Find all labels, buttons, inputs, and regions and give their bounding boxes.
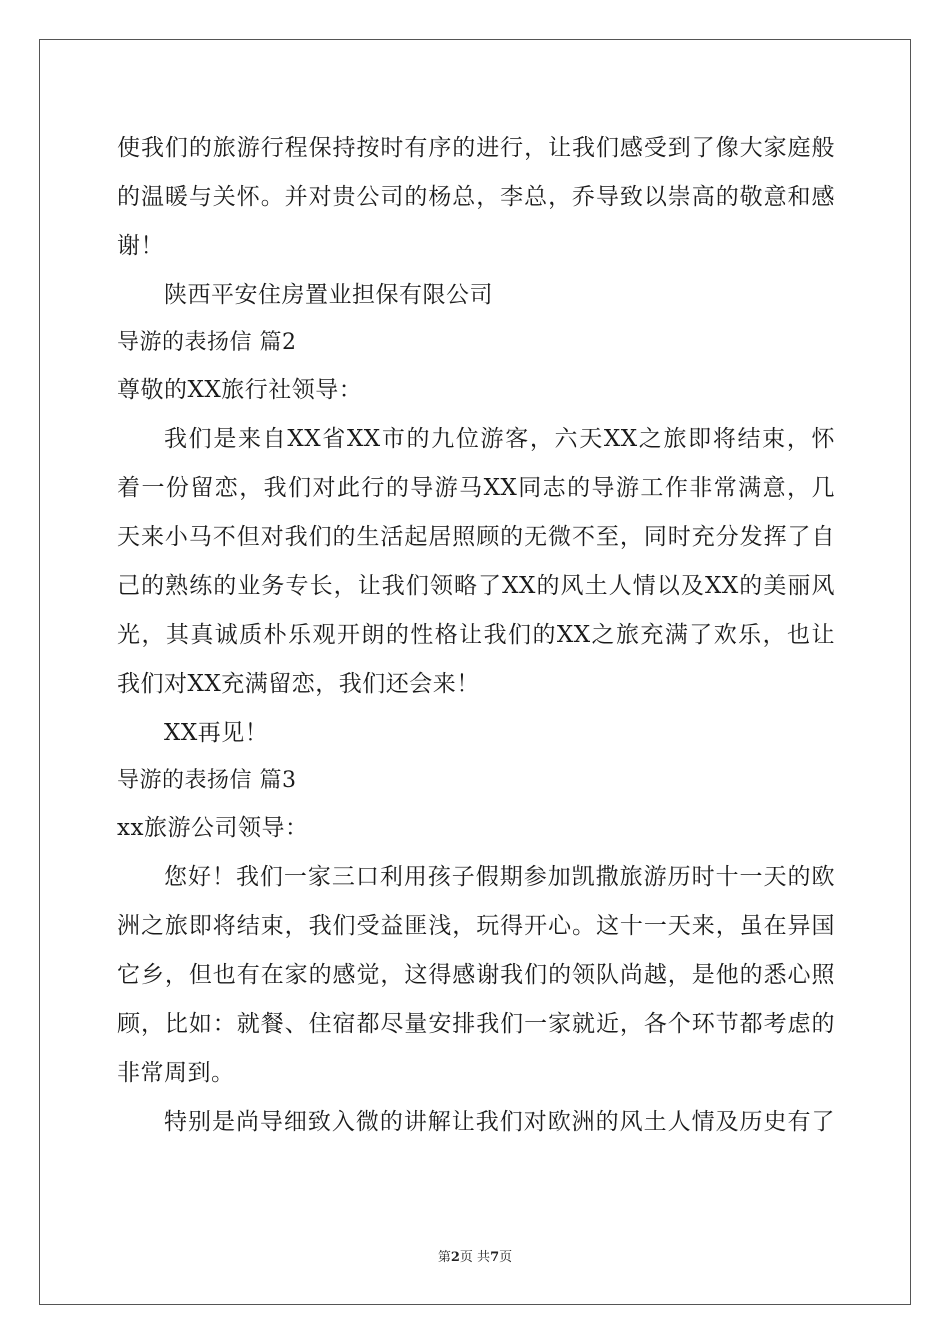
paragraph-3 xyxy=(117,853,835,1098)
text-line: 我们对XX充满留恋，我们还会来！ xyxy=(117,671,480,697)
text-line: 光，其真诚质朴乐观开朗的性格让我们的XX之旅充满了欢乐，也让 xyxy=(117,622,835,648)
text-line: 洲之旅即将结束，我们受益匪浅，玩得开心。这十一天来，虽在异国 xyxy=(117,913,835,939)
salutation-2: 尊敬的XX旅行社领导： xyxy=(117,377,363,403)
text-line: 顾，比如：就餐、住宿都尽量安排我们一家就近，各个环节都考虑的 xyxy=(117,1011,835,1037)
paragraph-2 xyxy=(117,415,835,709)
text-line: 谢！ xyxy=(117,233,164,259)
text-line: 己的熟练的业务专长，让我们领略了XX的风土人情以及XX的美丽风 xyxy=(117,573,835,599)
text-line: 的温暖与关怀。并对贵公司的杨总，李总，乔导致以崇高的敬意和感 xyxy=(117,184,835,210)
text-line: 特别是尚导细致入微的讲解让我们对欧洲的风土人情及历史有了 xyxy=(164,1109,835,1135)
text-line: 使我们的旅游行程保持按时有序的进行，让我们感受到了像大家庭般 xyxy=(117,135,835,161)
text-line: 它乡，但也有在家的感觉，这得感谢我们的领队尚越，是他的悉心照 xyxy=(117,962,835,988)
page-suffix: 页 xyxy=(499,1250,513,1265)
closing-2: XX再见！ xyxy=(164,720,269,746)
page-current: 2 xyxy=(450,1250,460,1265)
text-line: 天来小马不但对我们的生活起居照顾的无微不至，同时充分发挥了自 xyxy=(117,524,835,550)
section-heading-3: 导游的表扬信 篇3 xyxy=(117,768,297,793)
signature-company: 陕西平安住房置业担保有限公司 xyxy=(164,282,493,308)
salutation-3: xx旅游公司领导： xyxy=(117,815,309,841)
text-line: 非常周到。 xyxy=(117,1060,235,1086)
paragraph-4 xyxy=(117,1098,835,1147)
page-prefix: 第 xyxy=(437,1250,451,1265)
section-heading-2: 导游的表扬信 篇2 xyxy=(117,330,297,355)
page-number-footer xyxy=(0,1246,950,1265)
text-line: 我们是来自XX省XX市的九位游客，六天XX之旅即将结束，怀 xyxy=(164,426,835,452)
page-total: 7 xyxy=(490,1250,500,1265)
page-mid: 页 共 xyxy=(459,1250,491,1265)
document-body xyxy=(117,124,835,1147)
text-line: 您好！我们一家三口利用孩子假期参加凯撒旅游历时十一天的欧 xyxy=(164,864,835,890)
paragraph-1 xyxy=(117,124,835,271)
text-line: 着一份留恋，我们对此行的导游马XX同志的导游工作非常满意，几 xyxy=(117,475,835,501)
